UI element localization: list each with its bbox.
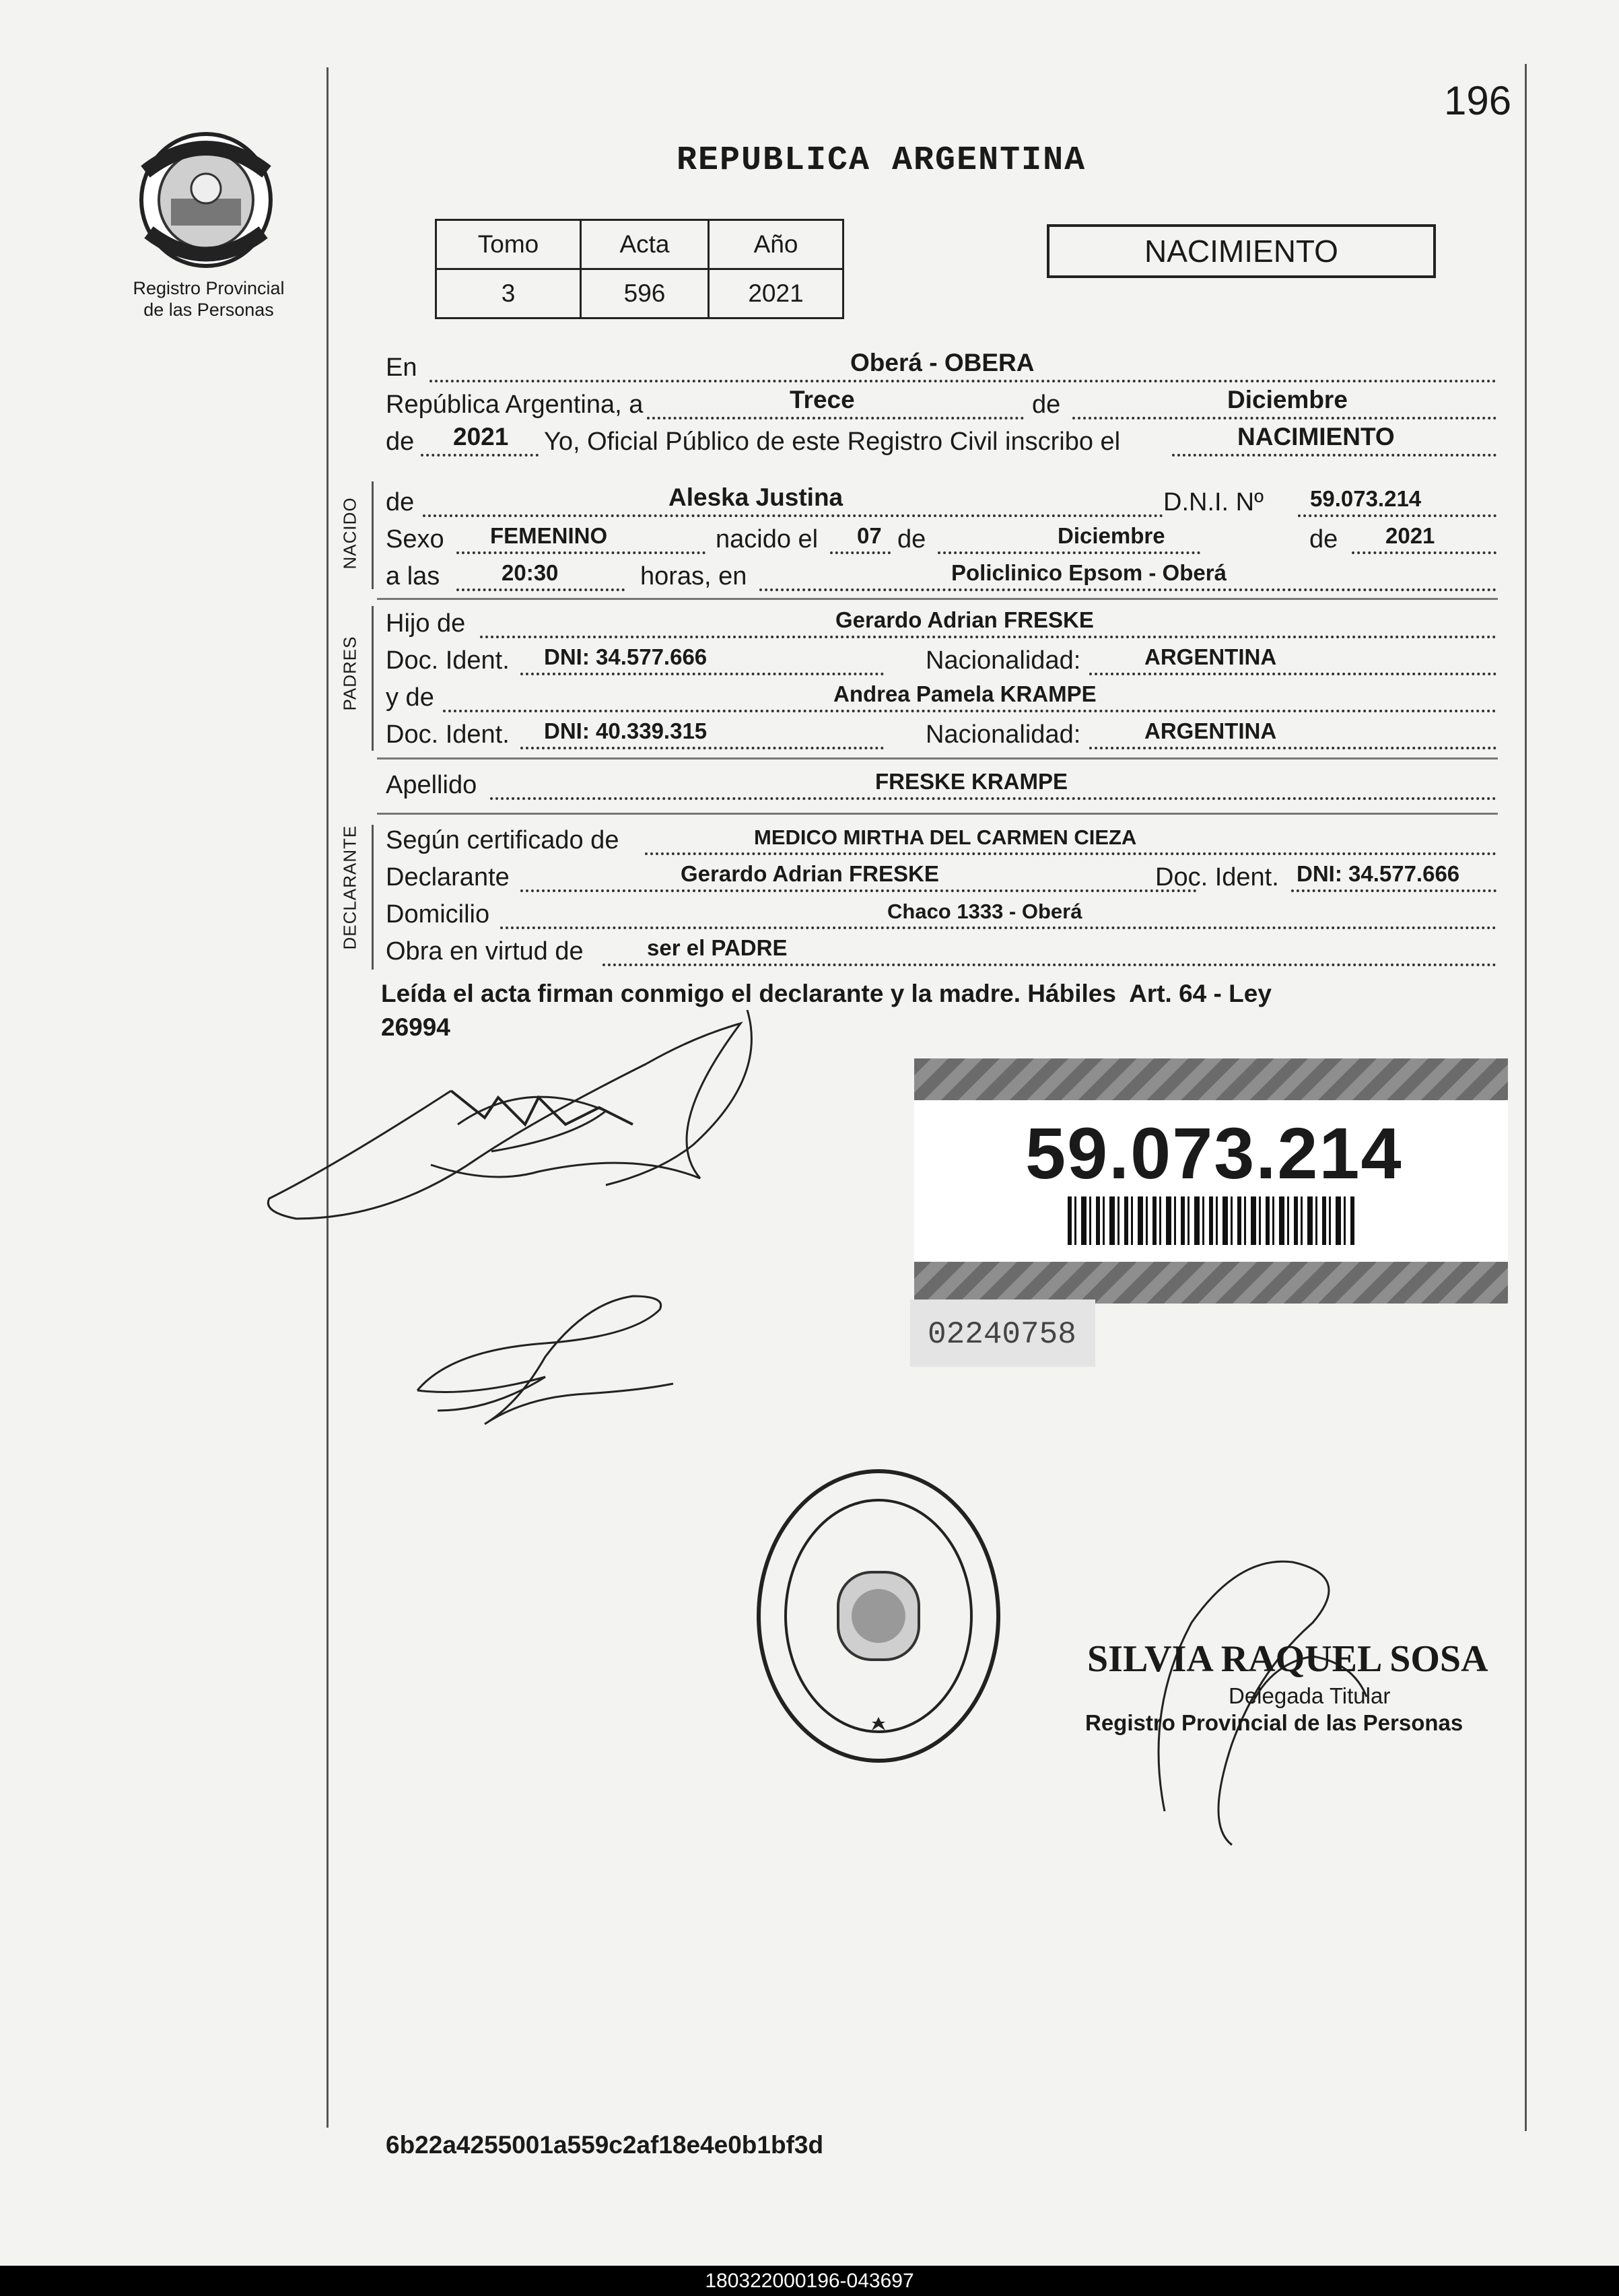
- label-obra: Obra en virtud de: [386, 937, 584, 966]
- footer-code-bar: [0, 2266, 1619, 2296]
- row-father-doc: [386, 643, 1496, 678]
- closing-line-2: 26994: [381, 1013, 450, 1041]
- day-words-value: Trece: [790, 386, 855, 413]
- table-header: Acta: [581, 220, 709, 269]
- side-label-nacido: NACIDO: [339, 497, 360, 570]
- declarant-signature: [256, 997, 781, 1239]
- label-de: de: [1032, 391, 1061, 419]
- declarante-bracket: [372, 825, 374, 970]
- label-doc-ident-3: Doc. Ident.: [1155, 863, 1279, 891]
- apellido-value: FRESKE KRAMPE: [875, 769, 1068, 794]
- birth-time: 20:30: [502, 560, 559, 585]
- right-margin-line: [1525, 64, 1527, 2131]
- nacido-bracket: [372, 481, 374, 589]
- place-value: Oberá - OBERA: [850, 349, 1035, 376]
- row-en: [386, 350, 1496, 385]
- row-republica: [386, 387, 1496, 422]
- side-label-declarante: DECLARANTE: [339, 825, 360, 950]
- act-word-value: NACIMIENTO: [1237, 423, 1395, 450]
- row-mother: [386, 680, 1496, 715]
- table-header: Año: [709, 220, 843, 269]
- father-name: Gerardo Adrian FRESKE: [835, 607, 1094, 632]
- document-hash: 6b22a4255001a559c2af18e4e0b1bf3d: [386, 2131, 824, 2159]
- child-name: Aleska Justina: [668, 483, 843, 511]
- label-en: En: [386, 353, 417, 382]
- year-value: 2021: [453, 423, 509, 450]
- label-segun: Según certificado de: [386, 826, 619, 854]
- child-dni: 59.073.214: [1310, 486, 1422, 511]
- label-de2: de: [386, 428, 415, 456]
- label-a-las: a las: [386, 562, 440, 590]
- mother-name: Andrea Pamela KRAMPE: [833, 681, 1097, 706]
- label-horas: horas, en: [640, 562, 747, 590]
- row-declarante: [386, 860, 1496, 895]
- row-father: [386, 606, 1496, 641]
- father-doc: DNI: 34.577.666: [544, 644, 708, 669]
- row-obra: [386, 934, 1496, 969]
- declarante-doc: DNI: 34.577.666: [1297, 861, 1460, 886]
- declarante-name: Gerardo Adrian FRESKE: [681, 861, 939, 886]
- barcode: [1068, 1196, 1357, 1245]
- row-name: [386, 485, 1496, 520]
- official-role: Delegada Titular: [1229, 1683, 1391, 1708]
- birth-day: 07: [857, 523, 882, 548]
- table-header: Tomo: [436, 220, 581, 269]
- page-title: REPUBLICA ARGENTINA: [677, 141, 1087, 180]
- serial-number: 02240758: [928, 1317, 1076, 1352]
- row-domicilio: [386, 897, 1496, 932]
- row-certificado: [386, 823, 1496, 858]
- logo-caption-2: de las Personas: [143, 300, 274, 320]
- delegation-seal: [751, 1464, 1006, 1767]
- dni-label: [914, 1058, 1508, 1304]
- divider: [377, 598, 1498, 600]
- yo-text: Yo, Oficial Público de este Registro Civil inscribo el: [544, 428, 1121, 456]
- label-nacionalidad: Nacionalidad:: [926, 646, 1081, 675]
- label-doc-ident: Doc. Ident.: [386, 646, 510, 675]
- table-cell: 596: [581, 269, 709, 318]
- mother-doc: DNI: 40.339.315: [544, 718, 708, 743]
- month-value: Diciembre: [1227, 386, 1348, 413]
- table-cell: 3: [436, 269, 581, 318]
- label-de-name: de: [386, 488, 415, 516]
- footer-code: 180322000196-043697: [705, 2270, 914, 2292]
- label-de-month: de: [1309, 525, 1338, 553]
- obra-value: ser el PADRE: [647, 935, 788, 960]
- page-number: 196: [1444, 78, 1512, 123]
- official-name: SILVIA RAQUEL SOSA: [1087, 1638, 1488, 1680]
- act-type: NACIMIENTO: [1144, 234, 1338, 269]
- label-doc-ident-2: Doc. Ident.: [386, 720, 510, 749]
- row-apellido: [386, 768, 1496, 803]
- label-y-de: y de: [386, 683, 434, 712]
- mother-signature: [411, 1283, 680, 1438]
- closing-line-1: Leída el acta firman conmigo el declarante y la madre. Hábiles Art. 64 - Ley: [381, 980, 1272, 1007]
- padres-bracket: [372, 606, 374, 751]
- domicilio-value: Chaco 1333 - Oberá: [887, 900, 1082, 923]
- row-yo: [386, 424, 1496, 459]
- registry-table: [435, 219, 844, 319]
- birth-year: 2021: [1385, 523, 1435, 548]
- row-hora: [386, 559, 1496, 594]
- side-label-padres: PADRES: [339, 636, 360, 711]
- label-de-day: de: [897, 525, 926, 553]
- label-dni: D.N.I. Nº: [1163, 488, 1264, 516]
- province-logo: [132, 125, 280, 276]
- birth-month: Diciembre: [1058, 523, 1165, 548]
- birth-place: Policlinico Epsom - Oberá: [951, 560, 1227, 585]
- label-sexo: Sexo: [386, 525, 444, 553]
- dni-label-number: 59.073.214: [1025, 1112, 1403, 1194]
- label-apellido: Apellido: [386, 771, 477, 799]
- row-mother-doc: [386, 717, 1496, 752]
- label-nacido-el: nacido el: [716, 525, 819, 553]
- label-declarante: Declarante: [386, 863, 510, 891]
- label-republica: República Argentina, a: [386, 391, 644, 419]
- label-domicilio: Domicilio: [386, 900, 490, 928]
- act-type-box: [1047, 224, 1436, 278]
- father-nationality: ARGENTINA: [1144, 644, 1277, 669]
- official-office: Registro Provincial de las Personas: [1085, 1710, 1463, 1735]
- serial-stamp: [910, 1299, 1095, 1367]
- divider: [377, 757, 1498, 759]
- table-cell: 2021: [709, 269, 843, 318]
- divider: [377, 813, 1498, 815]
- logo-caption-1: Registro Provincial: [133, 278, 285, 298]
- cert-value: MEDICO MIRTHA DEL CARMEN CIEZA: [754, 825, 1137, 849]
- sexo-value: FEMENINO: [490, 523, 608, 548]
- label-nacionalidad-2: Nacionalidad:: [926, 720, 1081, 749]
- mother-nationality: ARGENTINA: [1144, 718, 1277, 743]
- label-hijo-de: Hijo de: [386, 609, 466, 638]
- row-sexo: [386, 522, 1496, 557]
